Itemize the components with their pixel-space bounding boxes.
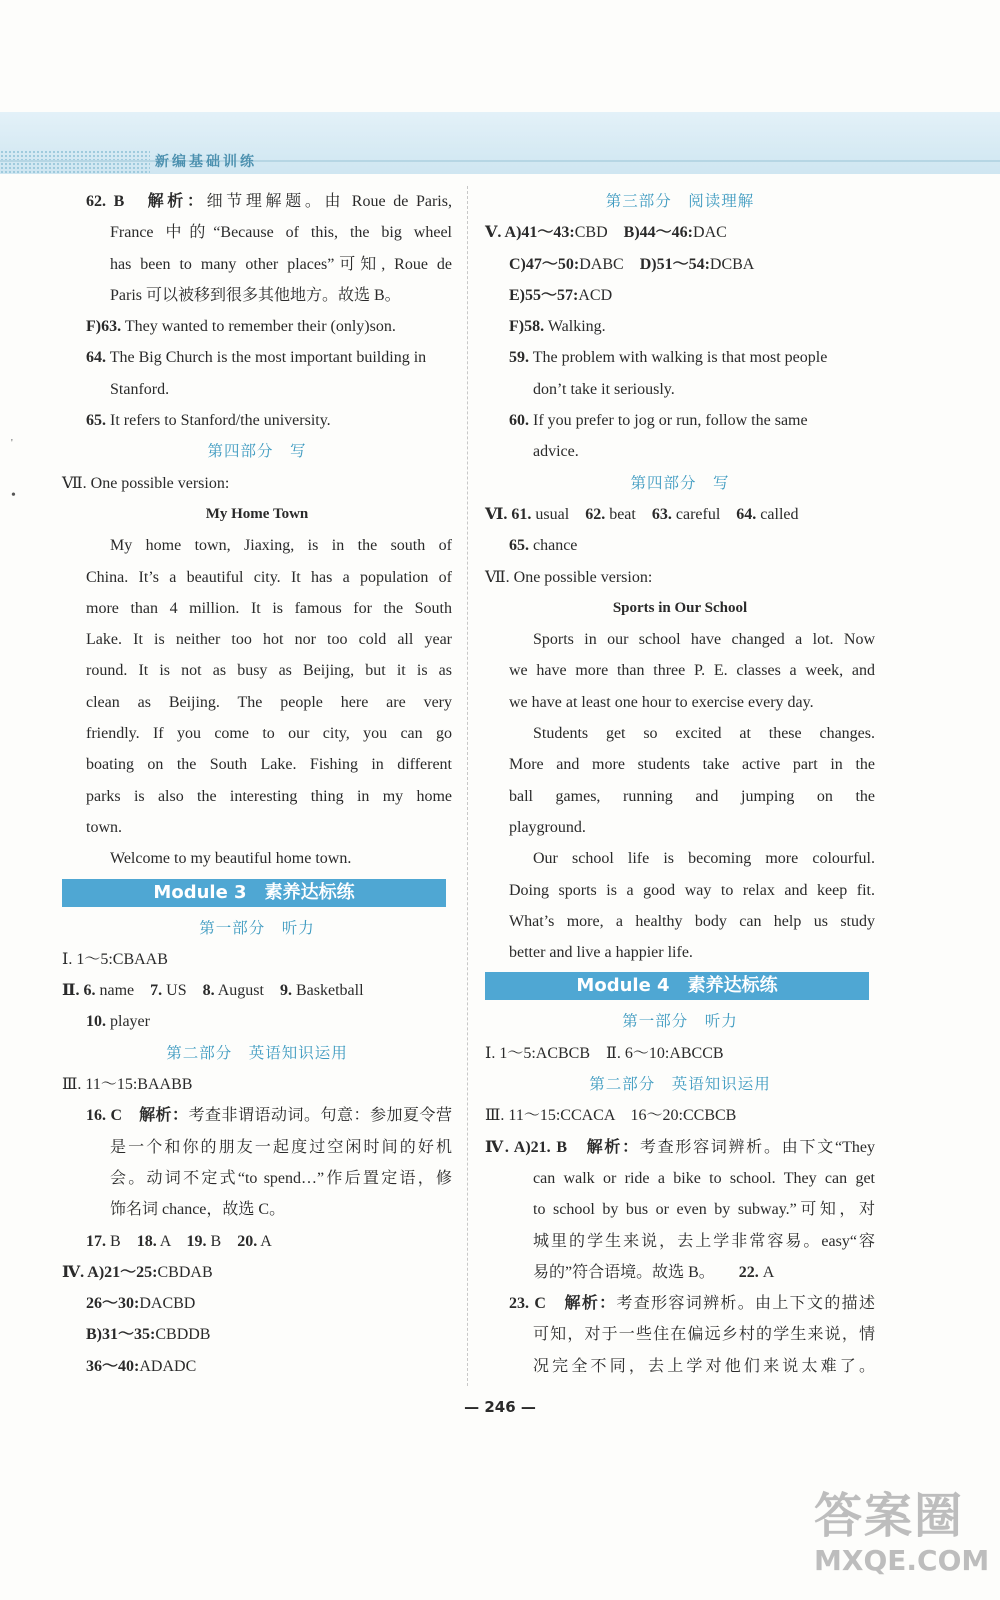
answer-number: 63. xyxy=(651,505,672,523)
essay-line: Sports in our school have changed a lot. Now xyxy=(533,631,875,649)
answer-59-cont: don’t take it seriously. xyxy=(533,380,675,398)
answer-text: DCBA xyxy=(709,255,755,273)
answer-text: A xyxy=(156,1232,171,1250)
answer-number: 64. xyxy=(86,349,106,367)
section-iv-answers xyxy=(62,1351,452,1382)
essay-line: More and more students take active part in the xyxy=(509,756,875,774)
margin-tick: ' xyxy=(11,438,13,449)
answer-62-line xyxy=(62,186,452,217)
answer-text: name xyxy=(95,982,135,1000)
answer-number: 18. xyxy=(136,1232,157,1250)
answer-number: 19. xyxy=(186,1232,207,1250)
answer-text: They wanted to remember their (only)son. xyxy=(121,318,396,336)
page-number-value: 246 xyxy=(484,1398,516,1416)
answer-number: Ⅱ. 6. xyxy=(62,982,96,1000)
answer-number: 65. xyxy=(509,537,529,555)
analysis-line: Paris 可以被移到很多其他地方。故选 B。 xyxy=(110,286,401,304)
answer-number: B)31～35: xyxy=(86,1326,156,1344)
header-title: 新编基础训练 xyxy=(155,154,257,170)
answer-number: Ⅴ. A)41～43: xyxy=(485,224,575,242)
section-heading-listening: 第一部分 听力 xyxy=(622,1012,738,1031)
analysis-text: 易的”符合语境。故选 B。 xyxy=(533,1263,707,1281)
header-rule xyxy=(0,160,1000,162)
section-iii-answers: Ⅲ. 11～15:CCACA 16～20:CCBCB xyxy=(485,1107,737,1125)
section-v-answers xyxy=(485,249,875,280)
answer-number: 10. xyxy=(86,1013,106,1031)
analysis-line: 城里的学生来说，去上学非常容易。easy“容 xyxy=(533,1232,875,1250)
essay-line: Students get so excited at these changes. xyxy=(533,725,875,743)
answer-text: beat xyxy=(605,505,636,523)
column-divider xyxy=(467,186,468,1386)
answer-text: called xyxy=(756,505,799,523)
essay-line: playground. xyxy=(509,818,586,836)
module-4-banner: Module 4 素养达标练 xyxy=(485,972,869,1000)
section-vii-label: Ⅶ. One possible version: xyxy=(485,568,653,586)
essay-line: we have more than three P. E. classes a week, and xyxy=(509,662,875,680)
section-vii-label: Ⅶ. One possible version: xyxy=(62,474,230,492)
watermark xyxy=(814,1488,990,1588)
essay-line: better and live a happier life. xyxy=(509,944,693,962)
answer-59 xyxy=(485,342,875,373)
answer-number: 20. xyxy=(237,1232,258,1250)
answer-number: 62. B xyxy=(86,193,125,210)
analysis-line: 饰名词 chance，故选 C。 xyxy=(110,1201,286,1219)
analysis-line: can walk or ride a bike to school. They can get xyxy=(533,1169,875,1187)
answer-text: August xyxy=(214,982,264,1000)
analysis-line: has been to many other places”可知, Roue de xyxy=(110,255,452,273)
answer-text: A xyxy=(257,1232,272,1250)
section-heading-writing: 第四部分 写 xyxy=(207,442,307,461)
answer-number: 64. xyxy=(736,505,757,523)
section-v-answers xyxy=(485,217,875,248)
section-heading-reading: 第三部分 阅读理解 xyxy=(605,192,755,210)
answer-text: US xyxy=(162,982,187,1000)
analysis-text: 细节理解题。由 Roue de Paris, xyxy=(206,193,452,210)
section-v-answers xyxy=(485,280,875,311)
essay-line: ball games, running and jumping on the xyxy=(509,787,875,805)
answer-number: 62. xyxy=(585,505,606,523)
section-iv-answers xyxy=(62,1319,452,1350)
essay-line: town. xyxy=(86,818,122,836)
answer-64-cont: Stanford. xyxy=(110,380,170,398)
analysis-label: 解析： xyxy=(139,1107,189,1125)
answer-text: If you prefer to jog or run, follow the same xyxy=(529,412,808,430)
answer-number: 23. C xyxy=(509,1295,546,1313)
answer-number: 60. xyxy=(509,412,529,430)
answer-63 xyxy=(62,311,452,342)
analysis-text: 考查非谓语动词。句意：参加夏令营 xyxy=(188,1107,452,1125)
essay-line: Lake. It is neither too hot nor too cold all year xyxy=(86,631,452,649)
answer-number: 36～40: xyxy=(86,1357,140,1375)
answer-16-line xyxy=(62,1100,452,1131)
answer-number: 9. xyxy=(279,982,292,1000)
analysis-line xyxy=(485,1257,875,1288)
essay-line: My home town, Jiaxing, is in the south of xyxy=(110,537,452,555)
answer-text: DACBD xyxy=(139,1295,196,1313)
essay-line: Doing sports is a good way to relax and keep fit. xyxy=(509,881,875,899)
section-heading-knowledge: 第二部分 英语知识运用 xyxy=(589,1075,771,1094)
answer-text: Basketball xyxy=(291,982,364,1000)
answer-text: usual xyxy=(531,505,570,523)
essay-line: boating on the South Lake. Fishing in different xyxy=(86,756,452,774)
answer-number: 7. xyxy=(150,982,163,1000)
analysis-text: 考查形容词辨析。由上下文的描述 xyxy=(616,1295,875,1313)
essay-line: round. It is not as busy as Beijing, but it is as xyxy=(86,662,452,680)
essay-line: more than 4 million. It is famous for the South xyxy=(86,599,452,617)
section-i-ii-answers: Ⅰ. 1～5:ACBCB Ⅱ. 6～10:ABCCB xyxy=(485,1044,724,1062)
watermark-url: MXQE.COM xyxy=(814,1544,990,1577)
analysis-label: 解析： xyxy=(564,1295,617,1313)
watermark-logo: 答案圈 xyxy=(814,1488,965,1544)
essay-line: Welcome to my beautiful home town. xyxy=(110,850,352,868)
answer-text: The Big Church is the most important building in xyxy=(106,349,427,367)
answer-text: The problem with walking is that most people xyxy=(529,349,828,367)
answer-text: A xyxy=(758,1263,775,1281)
answer-64 xyxy=(62,342,452,373)
answer-number: C)47～50: xyxy=(509,255,580,273)
answer-number: F)58. xyxy=(509,318,545,336)
answer-number: 59. xyxy=(509,349,529,367)
answer-text: CBD xyxy=(574,224,608,242)
header-band xyxy=(0,112,1000,174)
essay-title: Sports in Our School xyxy=(612,599,748,616)
essay-line: What’s more, a healthy body can help us study xyxy=(509,912,875,930)
analysis-text: 考查形容词辨析。由下文“They xyxy=(639,1138,876,1156)
answer-text: player xyxy=(106,1013,150,1031)
essay-title: My Home Town xyxy=(205,505,309,522)
right-column xyxy=(485,186,875,1382)
analysis-line: 会。动词不定式“to spend…”作后置定语，修 xyxy=(110,1169,452,1187)
answer-number: 16. C xyxy=(86,1107,123,1125)
answer-60 xyxy=(485,405,875,436)
essay-line: friendly. If you come to our city, you can go xyxy=(86,725,452,743)
section-iv-answers xyxy=(62,1288,452,1319)
answer-number: D)51～54: xyxy=(639,255,710,273)
answer-text: ADADC xyxy=(139,1357,197,1375)
answer-number: 8. xyxy=(202,982,215,1000)
answer-58 xyxy=(485,311,875,342)
analysis-label: 解析： xyxy=(147,193,207,210)
left-column xyxy=(62,186,452,1382)
answer-65 xyxy=(62,405,452,436)
answer-60-cont: advice. xyxy=(533,443,579,461)
answer-number: 17. xyxy=(86,1232,106,1250)
answer-text: Walking. xyxy=(544,318,606,336)
section-iii-answers: Ⅲ. 11～15:BAABB xyxy=(62,1076,193,1094)
answer-number: Ⅵ. 61. xyxy=(485,505,532,523)
analysis-line: 可知，对于一些住在偏远乡村的学生来说，情 xyxy=(533,1326,875,1344)
analysis-line: 况完全不同，去上学对他们来说太难了。 xyxy=(533,1357,875,1375)
section-heading-writing: 第四部分 写 xyxy=(630,473,730,492)
section-ii-answers xyxy=(62,975,452,1006)
answer-text: B xyxy=(206,1232,222,1250)
analysis-line: to school by bus or even by subway.”可知，对 xyxy=(533,1201,875,1219)
page-number: — 246 — xyxy=(464,1398,536,1416)
answer-text: DAC xyxy=(693,224,727,242)
answer-text: B xyxy=(106,1232,121,1250)
section-ii-answers-cont xyxy=(62,1006,452,1037)
analysis-line: France 中的“Because of this, the big wheel xyxy=(110,224,452,242)
answer-number: Ⅳ. A)21～25: xyxy=(62,1263,158,1281)
section-heading-knowledge: 第二部分 英语知识运用 xyxy=(166,1043,348,1062)
module-3-banner: Module 3 素养达标练 xyxy=(62,879,446,907)
answer-23-line xyxy=(485,1288,875,1319)
answer-text: ACD xyxy=(578,286,613,304)
analysis-label: 解析： xyxy=(586,1138,640,1156)
answer-number: 22. xyxy=(738,1263,759,1281)
header-dot-pattern xyxy=(0,150,150,174)
answer-number: F)63. xyxy=(86,318,122,336)
answer-number: E)55～57: xyxy=(509,286,579,304)
answer-number: 65. xyxy=(86,412,106,430)
section-heading-listening: 第一部分 听力 xyxy=(199,918,315,937)
essay-line: parks is also the interesting thing in my home xyxy=(86,787,452,805)
answer-text: careful xyxy=(671,505,721,523)
answer-text: chance xyxy=(529,537,578,555)
answers-17-20 xyxy=(62,1226,452,1257)
answer-number: Ⅳ. A)21. B xyxy=(485,1138,568,1156)
answer-21-line xyxy=(485,1132,875,1163)
answer-number: 26～30: xyxy=(86,1295,140,1313)
analysis-line: 是一个和你的朋友一起度过空闲时间的好机 xyxy=(110,1138,452,1156)
essay-line: clean as Beijing. The people here are very xyxy=(86,693,452,711)
section-iv-answers xyxy=(62,1257,452,1288)
essay-line: Our school life is becoming more colourful. xyxy=(533,850,875,868)
answer-text: DABC xyxy=(579,255,624,273)
essay-line: China. It’s a beautiful city. It has a population of xyxy=(86,568,452,586)
answer-text: CBDAB xyxy=(157,1263,213,1281)
section-vi-answers xyxy=(485,499,875,530)
margin-dot: • xyxy=(11,488,16,503)
section-vi-answers-cont xyxy=(485,530,875,561)
answer-text: It refers to Stanford/the university. xyxy=(106,412,331,430)
section-i-answers: Ⅰ. 1～5:CBAAB xyxy=(62,950,168,968)
essay-line: we have at least one hour to exercise every day. xyxy=(509,693,814,711)
answer-number: B)44～46: xyxy=(623,224,694,242)
answer-text: CBDDB xyxy=(155,1326,211,1344)
